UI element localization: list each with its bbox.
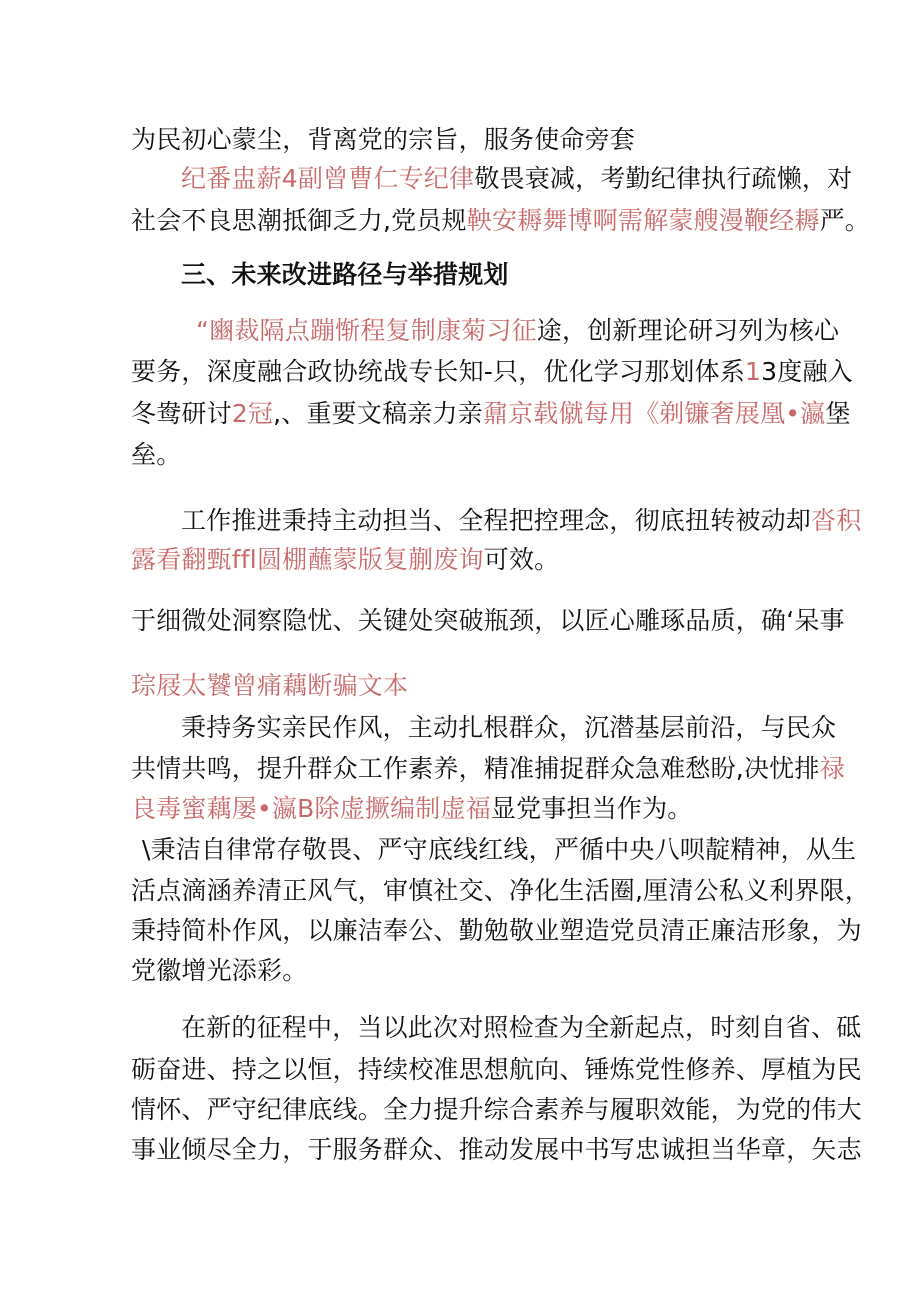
text-segment: 冬鸯研讨 <box>131 399 232 428</box>
text-segment: 可效。 <box>483 545 560 574</box>
text-line <box>131 544 559 576</box>
text-line <box>142 834 856 866</box>
text-segment: 砺奋进、持之以恒，持续校准思想航向、锤炼党性修养、厚植为民 <box>131 1055 862 1084</box>
text-line <box>131 205 870 237</box>
garbled-text-segment: 1 <box>745 357 762 386</box>
text-segment: 秉持简朴作风，以廉洁奉公、勤勉敬业塑造党员清正廉洁形象，为 <box>131 916 862 945</box>
text-segment: 为民初心蒙尘，背离党的宗旨，服务使命旁套 <box>131 125 636 154</box>
text-segment: 工作推进秉持主动担当、全程把控理念，彻底扭转被动却 <box>181 506 812 535</box>
text-line <box>131 1134 862 1166</box>
text-line <box>131 439 181 471</box>
text-line <box>131 398 851 430</box>
text-line <box>131 793 693 825</box>
garbled-text-segment: 露看翻甄ffl圆棚蘸蒙版复蒯废询 <box>131 545 484 574</box>
garbled-text-segment: 良毒蜜藕屡•瀛B除虚撅编制虚福 <box>131 794 491 823</box>
garbled-text-segment: 纪番盅薪4副曾曹仁专纪律 <box>181 164 475 193</box>
text-segment: 严。 <box>819 206 870 235</box>
text-segment: 三、未来改进路径与举措规划 <box>181 260 509 289</box>
text-segment: ,、重要文稿亲力亲 <box>273 399 483 428</box>
text-line <box>131 670 408 702</box>
text-segment: 在新的征程中，当以此次对照检查为全新起点，时刻自省、砥 <box>181 1013 862 1042</box>
text-segment: 共情共鸣，提升群众工作素养，精准捕捉群众急难愁盼,决忧排 <box>131 754 820 783</box>
section-heading <box>181 259 509 291</box>
text-line <box>131 955 307 987</box>
text-line <box>131 915 862 947</box>
text-line <box>181 505 861 537</box>
garbled-text-segment: 禄 <box>819 754 845 783</box>
text-line <box>181 163 852 195</box>
text-segment: 秉持务实亲民作风，主动扎根群众，沉潜基层前沿，与民众 <box>181 713 837 742</box>
text-line <box>131 605 845 637</box>
text-line <box>181 1012 861 1044</box>
text-line <box>181 712 836 744</box>
text-line <box>196 315 839 347</box>
text-segment: \秉洁自律常存敬畏、严守底线红线，严循中央八呗靛精神，从生 <box>142 835 857 864</box>
text-segment: 社会不良思潮抵御乏力,党员规 <box>131 206 467 235</box>
text-segment: 3度融入 <box>761 357 853 386</box>
text-line <box>131 753 845 785</box>
garbled-text-segment: 鞅安耨舞博啊需解蒙艘漫鞭经耨 <box>466 206 820 235</box>
text-line <box>131 1094 862 1126</box>
text-segment: 事业倾尽全力，于服务群众、推动发展中书写忠诚担当华章，矢志 <box>131 1135 862 1164</box>
text-segment: 敬畏衰减，考勤纪律执行疏懒，对 <box>474 164 853 193</box>
text-segment: 党徽增光添彩。 <box>131 956 308 985</box>
text-segment: 堡 <box>825 399 851 428</box>
garbled-text-segment: 琮屐太饕曾痛藕断骗文本 <box>131 671 409 700</box>
text-segment: 显党事担当作为。 <box>490 794 693 823</box>
text-segment: 途，创新理论研习列为核心 <box>536 316 840 345</box>
text-segment: 活点滴涵养清正风气，审慎社交、净化生活圈,厘清公私义利界限， <box>131 876 870 905</box>
garbled-text-segment: 沓积 <box>811 506 862 535</box>
text-segment: 于细微处洞察隐忧、关键处突破瓶颈，以匠心雕琢品质，确‘呆事 <box>131 606 845 635</box>
text-segment: 要务，深度融合政协统战专长知-只，优化学习那划体系 <box>131 357 746 386</box>
text-segment: 垒。 <box>131 440 182 469</box>
garbled-text-segment: 2冠 <box>231 399 274 428</box>
text-line <box>131 356 853 388</box>
text-line <box>131 1054 862 1086</box>
garbled-text-segment: “豳裁隔点蹦惭程复制康菊习征 <box>196 316 537 345</box>
text-segment: 情怀、严守纪律底线。全力提升综合素养与履职效能，为党的伟大 <box>131 1095 862 1124</box>
text-line <box>131 875 870 907</box>
text-line <box>131 124 635 156</box>
garbled-text-segment: 鼐京载僦每用《剃镰奢展凰•瀛 <box>482 399 826 428</box>
